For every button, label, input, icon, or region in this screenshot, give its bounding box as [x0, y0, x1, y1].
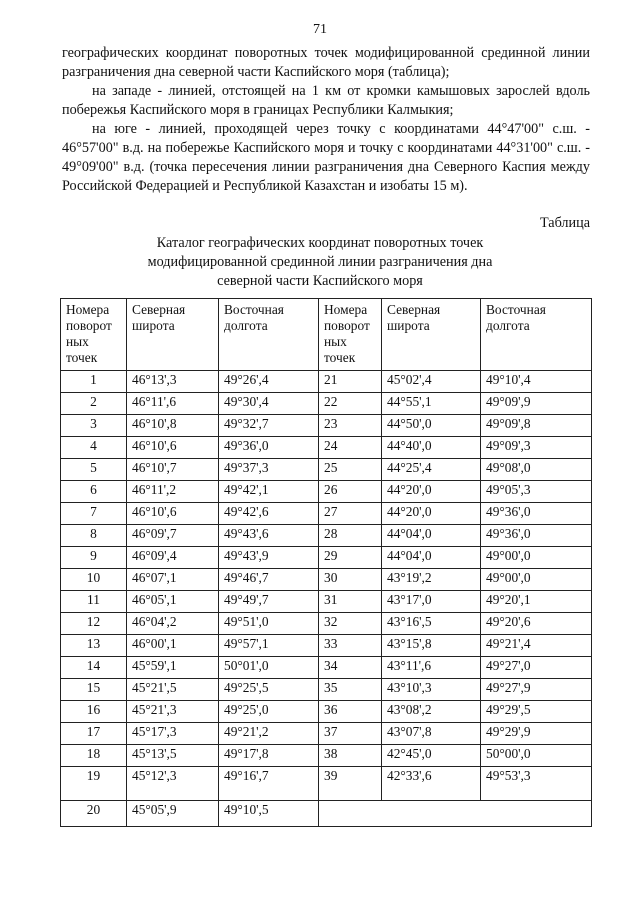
- cell-point-number: 27: [319, 503, 382, 525]
- cell-north-latitude: 46°10',8: [127, 415, 219, 437]
- cell-north-latitude: 43°17',0: [382, 591, 481, 613]
- cell-north-latitude: 43°08',2: [382, 701, 481, 723]
- table-caption: [0, 234, 640, 291]
- cell-point-number: 22: [319, 393, 382, 415]
- cell-north-latitude: 45°21',3: [127, 701, 219, 723]
- cell-north-latitude: 42°45',0: [382, 745, 481, 767]
- cell-point-number: 19: [61, 767, 127, 801]
- cell-north-latitude: 44°25',4: [382, 459, 481, 481]
- caption-line-2: модифицированной срединной линии разграничения дна: [147, 254, 493, 270]
- cell-point-number: 26: [319, 481, 382, 503]
- cell-east-longitude: 49°53',3: [481, 767, 592, 801]
- cell-east-longitude: 49°36',0: [481, 525, 592, 547]
- cell-north-latitude: 45°17',3: [127, 723, 219, 745]
- table-row: [61, 701, 592, 723]
- cell-north-latitude: 44°50',0: [382, 415, 481, 437]
- table-row: [61, 459, 592, 481]
- cell-east-longitude: 50°00',0: [481, 745, 592, 767]
- cell-point-number: 39: [319, 767, 382, 801]
- cell-point-number: 7: [61, 503, 127, 525]
- cell-point-number: 21: [319, 371, 382, 393]
- cell-point-number: 6: [61, 481, 127, 503]
- cell-east-longitude: 49°42',1: [219, 481, 319, 503]
- cell-point-number: 15: [61, 679, 127, 701]
- cell-point-number: 18: [61, 745, 127, 767]
- cell-point-number: 4: [61, 437, 127, 459]
- cell-north-latitude: 44°40',0: [382, 437, 481, 459]
- cell-north-latitude: 45°02',4: [382, 371, 481, 393]
- cell-east-longitude: 49°20',6: [481, 613, 592, 635]
- cell-east-longitude: 49°20',1: [481, 591, 592, 613]
- cell-point-number: 36: [319, 701, 382, 723]
- cell-point-number: 35: [319, 679, 382, 701]
- cell-point-number: 33: [319, 635, 382, 657]
- cell-north-latitude: 46°00',1: [127, 635, 219, 657]
- table-row: [61, 393, 592, 415]
- cell-point-number: 3: [61, 415, 127, 437]
- cell-point-number: 24: [319, 437, 382, 459]
- cell-point-number: 29: [319, 547, 382, 569]
- cell-point-number: 31: [319, 591, 382, 613]
- cell-point-number: 17: [61, 723, 127, 745]
- cell-east-longitude: 49°27',0: [481, 657, 592, 679]
- cell-east-longitude: 49°10',5: [219, 801, 319, 827]
- table-row: [61, 437, 592, 459]
- cell-east-longitude: 49°25',0: [219, 701, 319, 723]
- cell-east-longitude: 49°42',6: [219, 503, 319, 525]
- cell-east-longitude: 49°51',0: [219, 613, 319, 635]
- cell-point-number: 5: [61, 459, 127, 481]
- table-row: [61, 657, 592, 679]
- cell-east-longitude: 49°16',7: [219, 767, 319, 801]
- table-row: [61, 591, 592, 613]
- cell-point-number: 9: [61, 547, 127, 569]
- table-row: [61, 723, 592, 745]
- table-label: Таблица: [539, 215, 590, 231]
- cell-north-latitude: 45°12',3: [127, 767, 219, 801]
- cell-north-latitude: 43°10',3: [382, 679, 481, 701]
- cell-point-number: 1: [61, 371, 127, 393]
- cell-north-latitude: 42°33',6: [382, 767, 481, 801]
- cell-east-longitude: 49°29',9: [481, 723, 592, 745]
- cell-east-longitude: 49°46',7: [219, 569, 319, 591]
- table-row: [61, 481, 592, 503]
- header-east-longitude: Восточная долгота: [219, 299, 319, 371]
- cell-north-latitude: 45°05',9: [127, 801, 219, 827]
- table-row: [61, 679, 592, 701]
- cell-point-number: 30: [319, 569, 382, 591]
- cell-east-longitude: 49°17',8: [219, 745, 319, 767]
- cell-point-number: 14: [61, 657, 127, 679]
- table-row: [61, 613, 592, 635]
- cell-east-longitude: 49°32',7: [219, 415, 319, 437]
- cell-east-longitude: 49°36',0: [219, 437, 319, 459]
- cell-north-latitude: 46°10',6: [127, 503, 219, 525]
- cell-point-number: 32: [319, 613, 382, 635]
- cell-east-longitude: 50°01',0: [219, 657, 319, 679]
- cell-point-number: 10: [61, 569, 127, 591]
- cell-north-latitude: 46°11',6: [127, 393, 219, 415]
- cell-east-longitude: 49°09',9: [481, 393, 592, 415]
- table-row: [61, 635, 592, 657]
- table-row: [61, 547, 592, 569]
- cell-east-longitude: 49°29',5: [481, 701, 592, 723]
- cell-point-number: 8: [61, 525, 127, 547]
- cell-point-number: 12: [61, 613, 127, 635]
- cell-north-latitude: 46°04',2: [127, 613, 219, 635]
- header-east-longitude-2: Восточная долгота: [481, 299, 592, 371]
- cell-point-number: 13: [61, 635, 127, 657]
- table-row: [61, 371, 592, 393]
- cell-point-number: 37: [319, 723, 382, 745]
- cell-empty: [319, 801, 592, 827]
- cell-north-latitude: 46°11',2: [127, 481, 219, 503]
- cell-point-number: 25: [319, 459, 382, 481]
- cell-north-latitude: 46°09',4: [127, 547, 219, 569]
- cell-east-longitude: 49°37',3: [219, 459, 319, 481]
- page-number: 71: [313, 22, 327, 37]
- cell-east-longitude: 49°10',4: [481, 371, 592, 393]
- caption-line-3: северной части Каспийского моря: [217, 273, 423, 289]
- cell-north-latitude: 43°07',8: [382, 723, 481, 745]
- cell-east-longitude: 49°26',4: [219, 371, 319, 393]
- cell-north-latitude: 46°10',6: [127, 437, 219, 459]
- cell-east-longitude: 49°00',0: [481, 569, 592, 591]
- header-north-latitude: Северная широта: [127, 299, 219, 371]
- body-text: [62, 44, 590, 196]
- cell-point-number: 20: [61, 801, 127, 827]
- cell-north-latitude: 44°20',0: [382, 503, 481, 525]
- cell-point-number: 11: [61, 591, 127, 613]
- cell-east-longitude: 49°09',8: [481, 415, 592, 437]
- table-row: [61, 415, 592, 437]
- paragraph-3: на юге - линией, проходящей через точку с координатами 44°47'00" с.ш. - 46°57'00" в.д. на побережье Каспийского моря и точку с координатами 44°31'00" с.ш. - 49°09'00" в.д. (точка пересечения линии разграничения дна Северного Каспия между Российской Федерацией и Республикой Казахстан и изобаты 15 м).: [62, 121, 590, 194]
- cell-point-number: 34: [319, 657, 382, 679]
- cell-north-latitude: 43°11',6: [382, 657, 481, 679]
- cell-east-longitude: 49°36',0: [481, 503, 592, 525]
- table-row: [61, 569, 592, 591]
- cell-point-number: 28: [319, 525, 382, 547]
- cell-east-longitude: 49°43',6: [219, 525, 319, 547]
- table-row: [61, 503, 592, 525]
- cell-north-latitude: 44°55',1: [382, 393, 481, 415]
- table-header-row: [61, 299, 592, 371]
- header-point-number-2: Номера поворот ных точек: [319, 299, 382, 371]
- caption-line-1: Каталог географических координат поворотных точек: [156, 235, 484, 251]
- cell-point-number: 16: [61, 701, 127, 723]
- coordinates-table: [60, 298, 592, 827]
- cell-east-longitude: 49°30',4: [219, 393, 319, 415]
- cell-east-longitude: 49°21',4: [481, 635, 592, 657]
- cell-north-latitude: 43°15',8: [382, 635, 481, 657]
- table-row: [61, 525, 592, 547]
- cell-east-longitude: 49°21',2: [219, 723, 319, 745]
- cell-north-latitude: 44°04',0: [382, 525, 481, 547]
- cell-north-latitude: 46°09',7: [127, 525, 219, 547]
- table-body: [61, 371, 592, 827]
- cell-east-longitude: 49°43',9: [219, 547, 319, 569]
- paragraph-2: на западе - линией, отстоящей на 1 км от кромки камышовых зарослей вдоль побережья Каспийского моря в границах Республики Калмыкия;: [62, 83, 590, 118]
- table-row: [61, 767, 592, 801]
- cell-north-latitude: 43°19',2: [382, 569, 481, 591]
- cell-point-number: 23: [319, 415, 382, 437]
- cell-north-latitude: 44°20',0: [382, 481, 481, 503]
- cell-east-longitude: 49°08',0: [481, 459, 592, 481]
- cell-east-longitude: 49°09',3: [481, 437, 592, 459]
- cell-north-latitude: 46°07',1: [127, 569, 219, 591]
- cell-north-latitude: 46°13',3: [127, 371, 219, 393]
- cell-north-latitude: 45°13',5: [127, 745, 219, 767]
- cell-point-number: 38: [319, 745, 382, 767]
- cell-east-longitude: 49°27',9: [481, 679, 592, 701]
- cell-north-latitude: 43°16',5: [382, 613, 481, 635]
- cell-north-latitude: 46°05',1: [127, 591, 219, 613]
- cell-east-longitude: 49°57',1: [219, 635, 319, 657]
- cell-north-latitude: 44°04',0: [382, 547, 481, 569]
- cell-east-longitude: 49°25',5: [219, 679, 319, 701]
- cell-east-longitude: 49°49',7: [219, 591, 319, 613]
- cell-east-longitude: 49°00',0: [481, 547, 592, 569]
- table-row: [61, 745, 592, 767]
- header-point-number: Номера поворот ных точек: [61, 299, 127, 371]
- paragraph-1: географических координат поворотных точек модифицированной срединной линии разграничения дна северной части Каспийского моря (таблица);: [62, 45, 590, 80]
- cell-north-latitude: 45°21',5: [127, 679, 219, 701]
- cell-north-latitude: 46°10',7: [127, 459, 219, 481]
- table-row: [61, 801, 592, 827]
- cell-point-number: 2: [61, 393, 127, 415]
- cell-north-latitude: 45°59',1: [127, 657, 219, 679]
- cell-east-longitude: 49°05',3: [481, 481, 592, 503]
- header-north-latitude-2: Северная широта: [382, 299, 481, 371]
